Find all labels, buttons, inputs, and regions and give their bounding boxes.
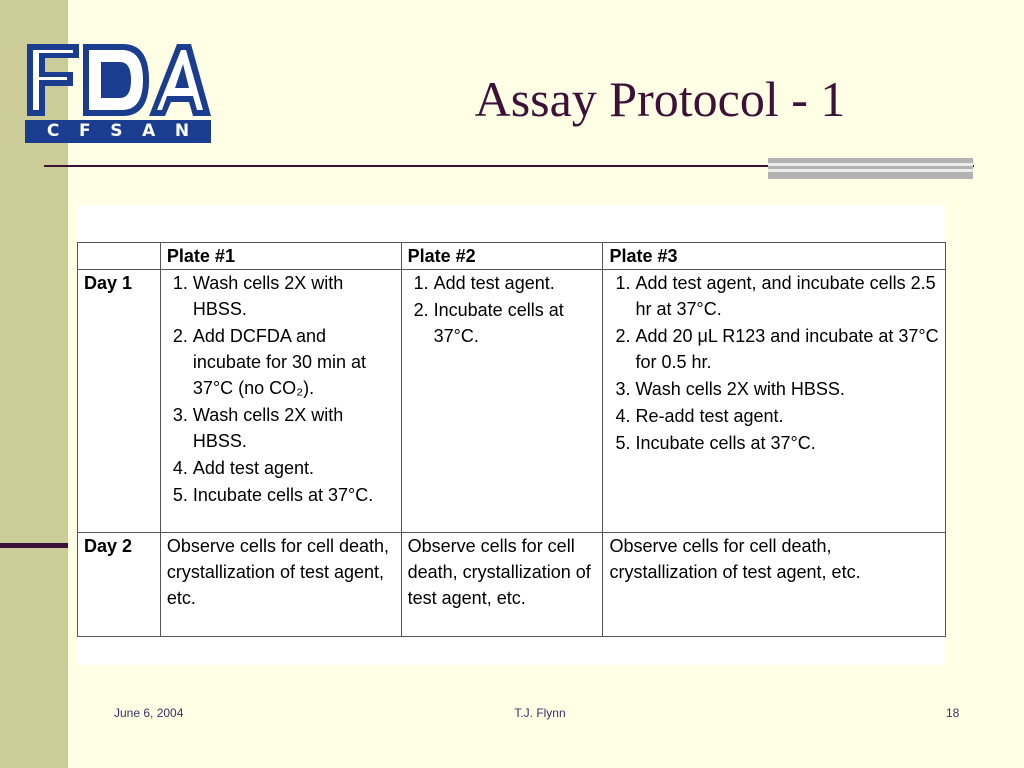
cfsan-banner: [25, 120, 211, 143]
footer-date: June 6, 2004: [114, 706, 184, 720]
footer-author: T.J. Flynn: [514, 706, 566, 720]
row-label-day-1: Day 1: [78, 270, 161, 533]
fda-logo-letters: [25, 42, 211, 118]
table-panel: [77, 205, 946, 665]
step-item: 1. Wash cells 2X with HBSS.: [193, 270, 395, 322]
header-cell-plate-3: Plate #3: [603, 243, 946, 270]
step-list: [408, 270, 597, 349]
cell-day1-plate3: [603, 270, 946, 533]
step-item: 2. Add DCFDA and incubate for 30 min at 37°C (no CO₂).: [193, 323, 395, 401]
cell-day2-plate1: Observe cells for cell death, crystallization of test agent, etc.: [160, 533, 401, 637]
header-cell-plate-2: Plate #2: [401, 243, 603, 270]
footer-page-number: 18: [946, 706, 960, 720]
cfsan-letter: C: [46, 121, 60, 141]
step-item: 5. Incubate cells at 37°C.: [635, 430, 939, 456]
table-row-day-1: [78, 270, 946, 533]
step-item: 1. Add test agent, and incubate cells 2.5 hr at 37°C.: [635, 270, 939, 322]
cfsan-letter: S: [110, 121, 123, 141]
table-header-row: [78, 243, 946, 270]
step-item: 3. Wash cells 2X with HBSS.: [635, 376, 939, 402]
step-list: [609, 270, 939, 456]
title-rule-decoration: [768, 158, 973, 179]
step-item: 5. Incubate cells at 37°C.: [193, 482, 395, 508]
header-cell-plate-1: Plate #1: [160, 243, 401, 270]
cell-day2-plate2: Observe cells for cell death, crystallization of test agent, etc.: [401, 533, 603, 637]
step-item: 3. Wash cells 2X with HBSS.: [193, 402, 395, 454]
cfsan-letter: A: [142, 121, 156, 141]
row-label-day-2: Day 2: [78, 533, 161, 637]
step-item: 1. Add test agent.: [434, 270, 597, 296]
step-list: [167, 270, 395, 508]
cfsan-letter: N: [174, 121, 190, 141]
cell-day1-plate1: [160, 270, 401, 533]
cell-day1-plate2: [401, 270, 603, 533]
slide-title: Assay Protocol - 1: [474, 71, 846, 127]
step-item: 4. Add test agent.: [193, 455, 395, 481]
step-item: 4. Re-add test agent.: [635, 403, 939, 429]
step-item: 2. Add 20 μL R123 and incubate at 37°C for 0.5 hr.: [635, 323, 939, 375]
header-cell-empty: [78, 243, 161, 270]
left-accent-line: [0, 543, 68, 548]
step-item: 2. Incubate cells at 37°C.: [434, 297, 597, 349]
cell-day2-plate3: Observe cells for cell death, crystallization of test agent, etc.: [603, 533, 946, 637]
cfsan-letter: F: [78, 121, 91, 141]
table-row-day-2: [78, 533, 946, 637]
protocol-table: [77, 242, 946, 637]
fda-cfsan-logo: [25, 42, 211, 143]
